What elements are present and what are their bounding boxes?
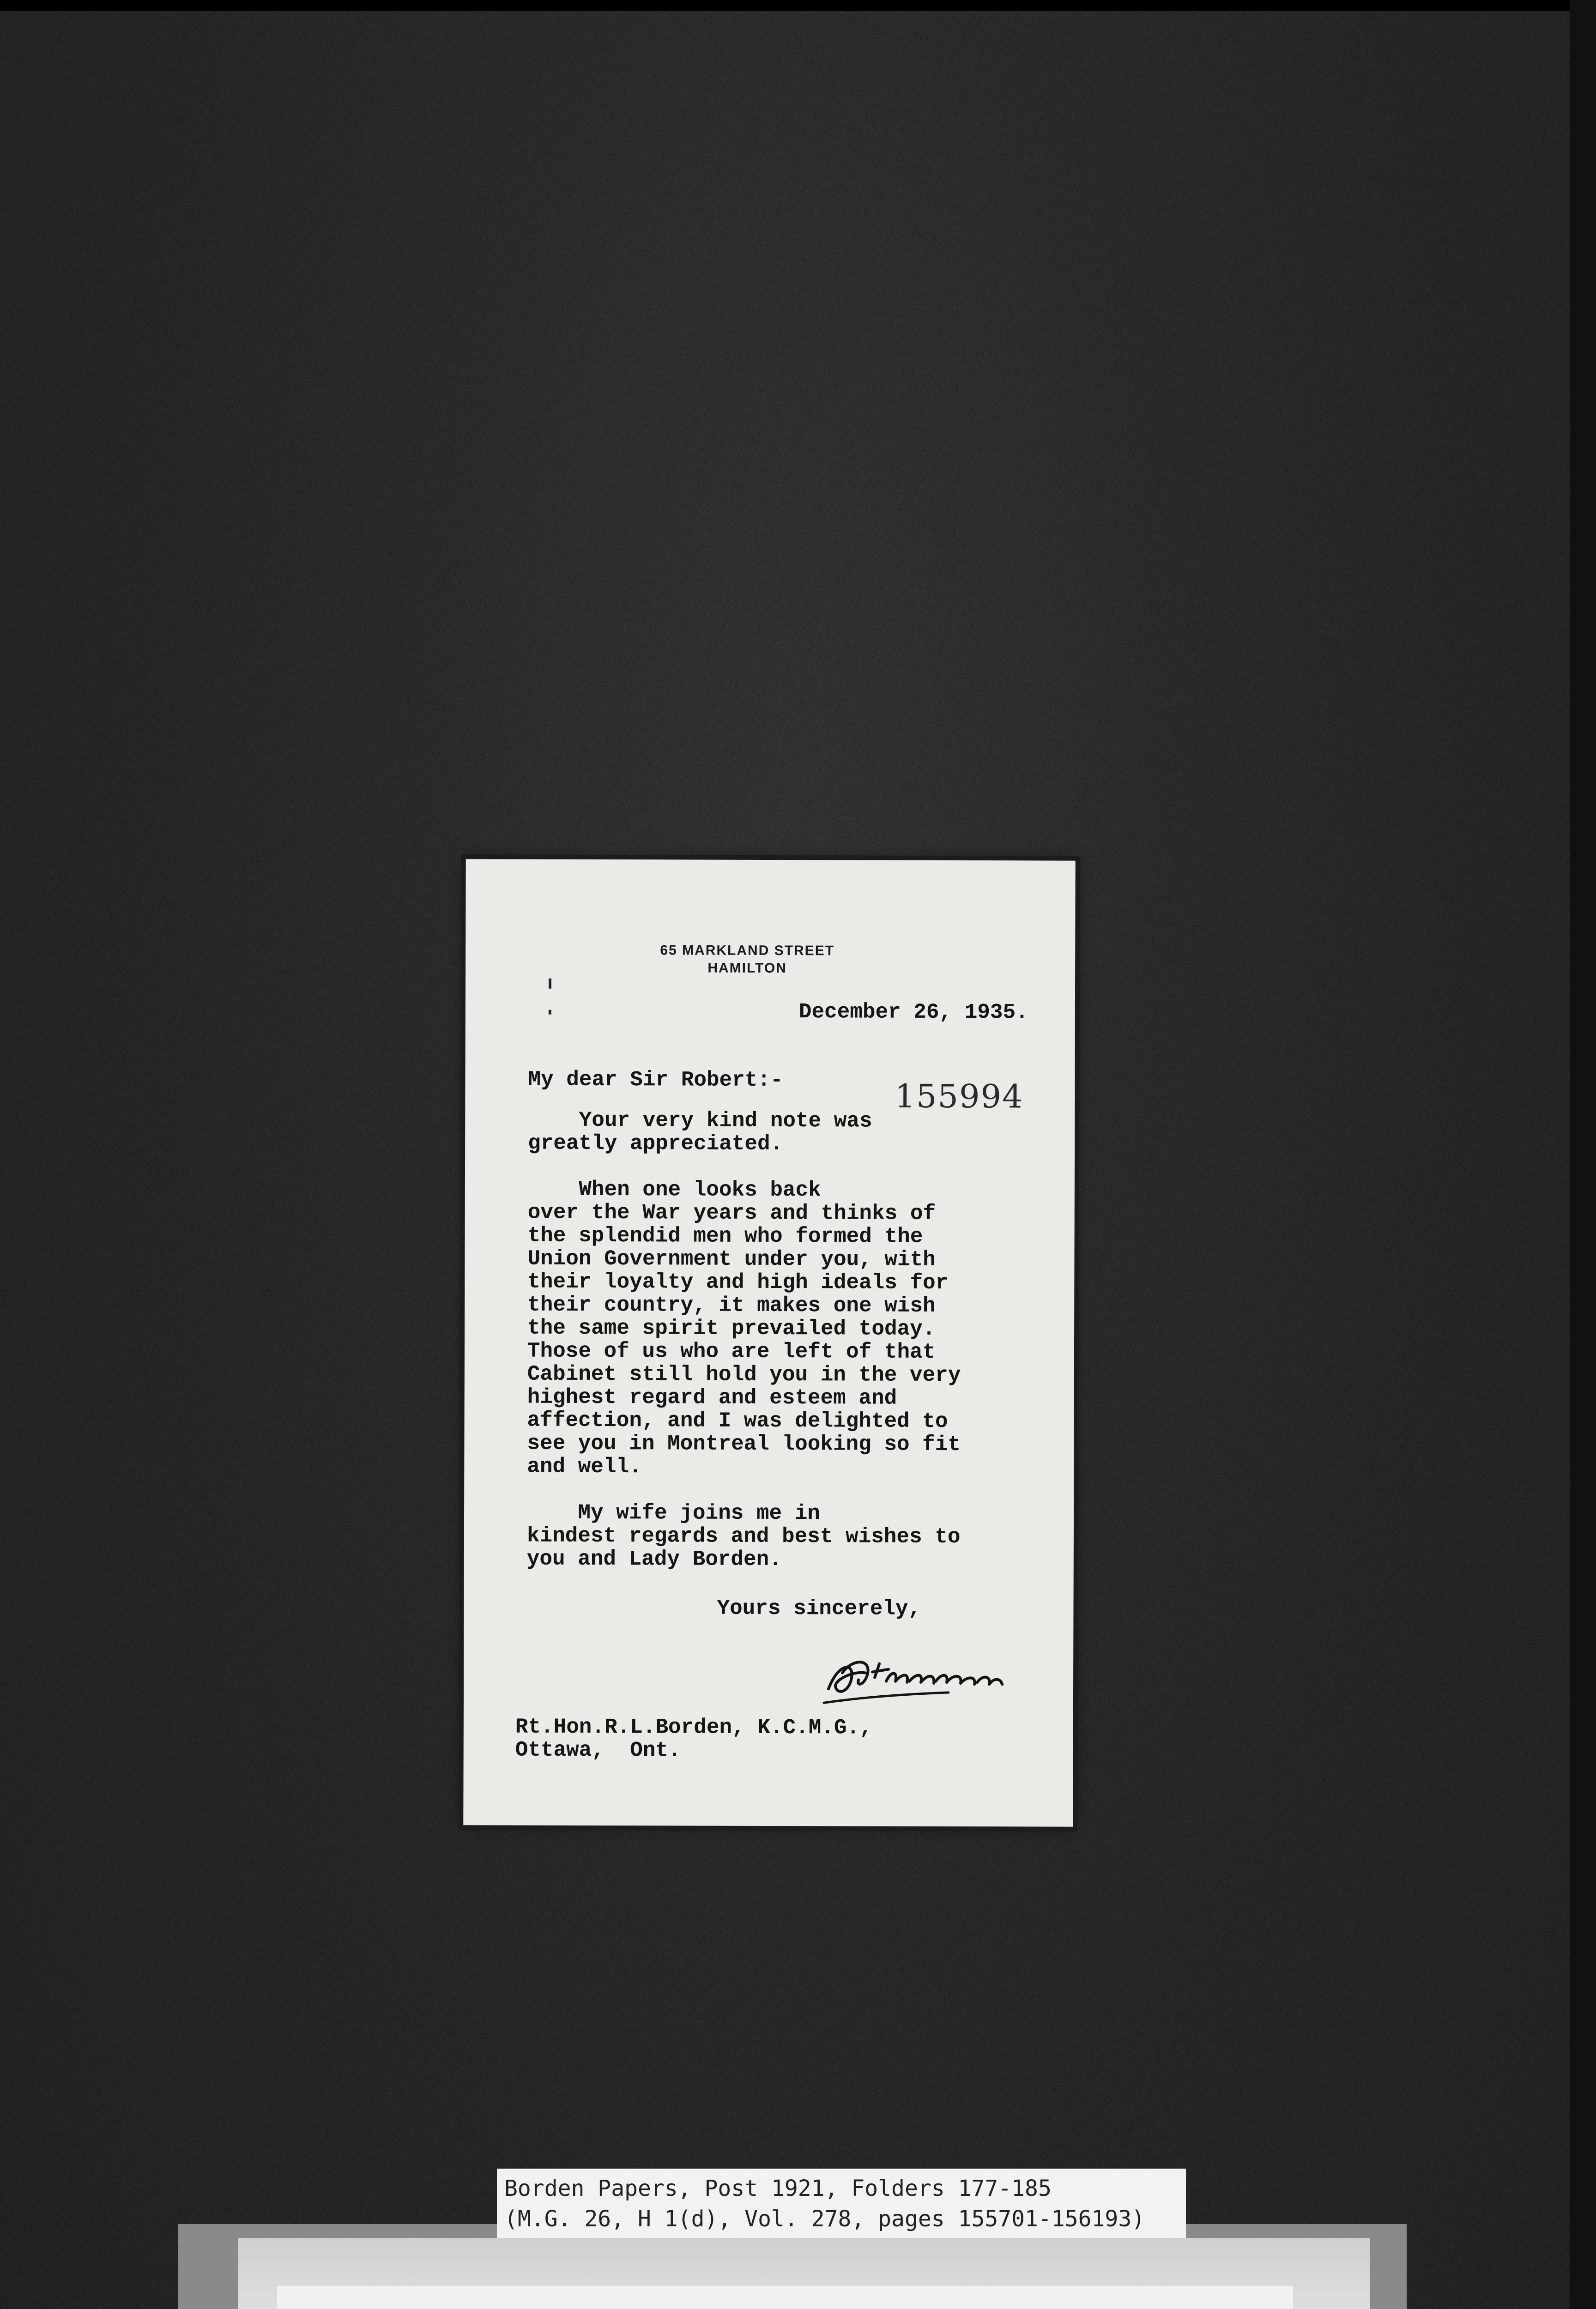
reference-line-1: Borden Papers, Post 1921, Folders 177-185 (504, 2173, 1186, 2204)
body-line: Union Government under you, with (527, 1247, 935, 1271)
letter-closing: Yours sincerely, (717, 1597, 921, 1620)
body-line: My wife joins me in (527, 1501, 820, 1525)
body-line: you and Lady Borden. (527, 1547, 782, 1571)
body-line: the same spirit prevailed today. (527, 1317, 935, 1341)
body-line: and well. (527, 1455, 642, 1479)
letter-date: December 26, 1935. (799, 1000, 1028, 1024)
body-line: over the War years and thinks of (528, 1201, 936, 1225)
body-line: highest regard and esteem and (527, 1386, 897, 1410)
reference-line-2: (M.G. 26, H 1(d), Vol. 278, pages 155701-156193) (504, 2204, 1186, 2234)
letterhead-street: 65 MARKLAND STREET (659, 943, 835, 959)
body-line: affection, and I was delighted to (527, 1409, 948, 1433)
body-line: the splendid men who formed the (528, 1224, 923, 1248)
body-line: Your very kind note was (528, 1109, 872, 1133)
body-line: When one looks back (528, 1178, 821, 1202)
letterhead-city: HAMILTON (659, 960, 835, 976)
body-line: their country, it makes one wish (527, 1294, 935, 1318)
body-line: see you in Montreal looking so fit (527, 1432, 961, 1456)
body-line: their loyalty and high ideals for (527, 1270, 948, 1294)
body-line: Those of us who are left of that (527, 1340, 935, 1364)
body-line: Cabinet still hold you in the very (527, 1363, 961, 1387)
letter-salutation: My dear Sir Robert:- (528, 1068, 783, 1092)
document-number-stamp: 155994 (895, 1077, 1023, 1116)
recipient-location: Ottawa, Ont. (515, 1739, 681, 1762)
body-line: greatly appreciated. (528, 1132, 783, 1155)
body-line: kindest regards and best wishes to (527, 1524, 961, 1548)
recipient-name: Rt.Hon.R.L.Borden, K.C.M.G., (515, 1716, 872, 1740)
